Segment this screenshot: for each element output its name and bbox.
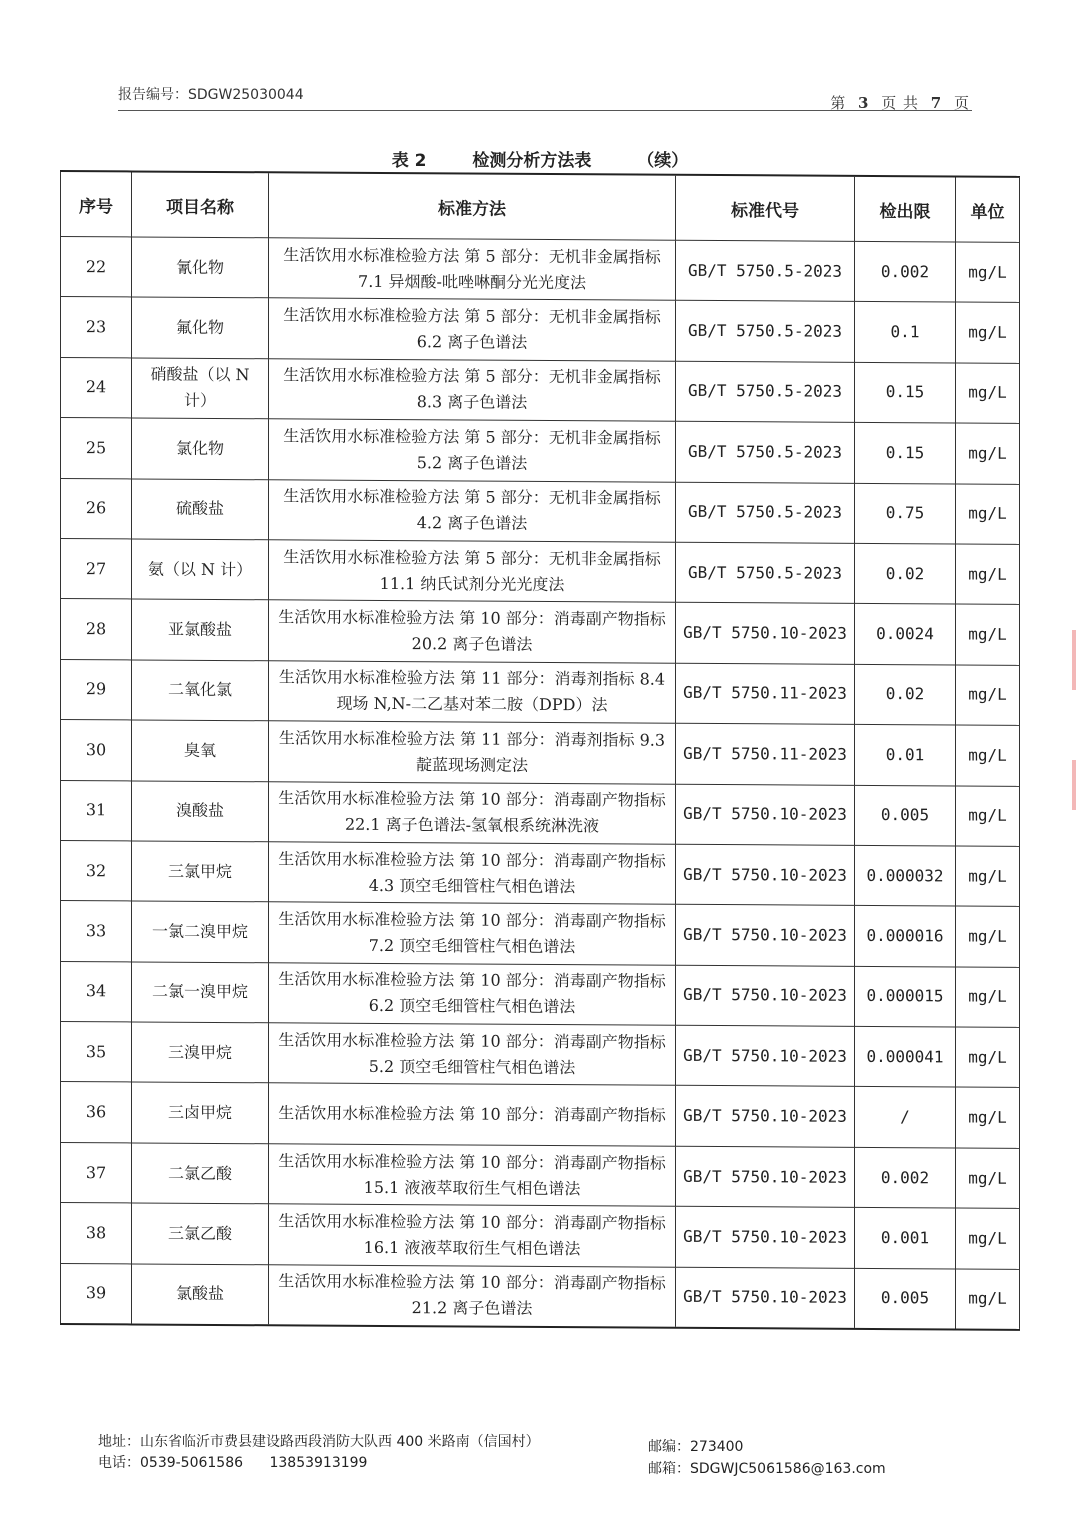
cell-limit: 0.01	[855, 724, 956, 785]
cell-limit: 0.15	[855, 362, 956, 423]
table-row	[61, 418, 1020, 484]
cell-limit: 0.1	[855, 302, 956, 363]
cell-limit: 0.001	[855, 1208, 956, 1269]
table-row	[61, 357, 1020, 423]
page-total: 7	[930, 94, 943, 112]
cell-unit: mg/L	[956, 1208, 1020, 1269]
cell-unit: mg/L	[956, 484, 1020, 545]
report-number: 报告编号：SDGW25030044	[118, 87, 304, 103]
cell-unit: mg/L	[956, 1148, 1020, 1209]
margin-stamp-mark	[1072, 760, 1076, 810]
cell-method: 生活饮用水标准检验方法 第 5 部分：无机非金属指标 5.2 离子色谱法	[269, 419, 676, 482]
cell-method: 生活饮用水标准检验方法 第 10 部分：消毒副产物指标 21.2 离子色谱法	[269, 1264, 676, 1327]
cell-name: 硝酸盐（以 N 计）	[132, 358, 269, 419]
cell-method: 生活饮用水标准检验方法 第 11 部分：消毒剂指标 8.4 现场 N,N-二乙基对苯二胺（DPD）法	[269, 661, 676, 724]
cell-no: 31	[61, 780, 132, 841]
cell-limit: 0.002	[855, 241, 956, 302]
cell-method: 生活饮用水标准检验方法 第 10 部分：消毒副产物指标 22.1 离子色谱法-氢氧根系统淋洗液	[269, 781, 676, 844]
cell-no: 36	[61, 1082, 132, 1143]
cell-unit: mg/L	[956, 1087, 1020, 1148]
col-header-name: 项目名称	[132, 171, 269, 237]
table-caption-continued: （续）	[637, 151, 689, 171]
cell-name: 二氯一溴甲烷	[132, 962, 269, 1023]
cell-code: GB/T 5750.10-2023	[676, 603, 855, 664]
cell-method: 生活饮用水标准检验方法 第 5 部分：无机非金属指标 6.2 离子色谱法	[269, 298, 676, 361]
table-caption	[0, 146, 1080, 171]
table-header-row	[61, 171, 1020, 242]
cell-unit: mg/L	[956, 785, 1020, 846]
cell-no: 28	[61, 599, 132, 660]
col-header-method: 标准方法	[269, 172, 676, 240]
cell-no: 32	[61, 840, 132, 901]
col-header-no: 序号	[61, 171, 132, 237]
cell-unit: mg/L	[956, 604, 1020, 665]
cell-no: 39	[61, 1263, 132, 1324]
cell-name: 臭氧	[132, 720, 269, 781]
footer-postal	[648, 1436, 886, 1480]
cell-no: 30	[61, 720, 132, 781]
col-header-limit: 检出限	[855, 176, 956, 242]
cell-unit: mg/L	[956, 906, 1020, 967]
page-suffix: 页	[953, 94, 970, 112]
cell-limit: /	[855, 1087, 956, 1148]
cell-no: 23	[61, 297, 132, 358]
cell-code: GB/T 5750.5-2023	[676, 361, 855, 422]
cell-code: GB/T 5750.5-2023	[676, 240, 855, 301]
cell-code: GB/T 5750.10-2023	[676, 784, 855, 845]
table-row	[61, 297, 1020, 363]
cell-code: GB/T 5750.11-2023	[676, 723, 855, 784]
cell-method: 生活饮用水标准检验方法 第 10 部分：消毒副产物指标 20.2 离子色谱法	[269, 600, 676, 663]
cell-unit: mg/L	[956, 242, 1020, 303]
cell-unit: mg/L	[956, 665, 1020, 726]
cell-limit: 0.005	[855, 1268, 956, 1330]
cell-no: 34	[61, 961, 132, 1022]
cell-no: 37	[61, 1142, 132, 1203]
cell-unit: mg/L	[956, 363, 1020, 424]
cell-limit: 0.02	[855, 664, 956, 725]
cell-method: 生活饮用水标准检验方法 第 5 部分：无机非金属指标 4.2 离子色谱法	[269, 479, 676, 542]
method-table	[60, 170, 1020, 1331]
cell-method: 生活饮用水标准检验方法 第 10 部分：消毒副产物指标	[269, 1083, 676, 1146]
cell-limit: 0.75	[855, 483, 956, 544]
cell-name: 亚氯酸盐	[132, 599, 269, 660]
cell-limit: 0.000015	[855, 966, 956, 1027]
cell-no: 33	[61, 901, 132, 962]
cell-name: 三溴甲烷	[132, 1022, 269, 1083]
table-row	[61, 840, 1020, 906]
page-current: 3	[857, 94, 870, 112]
cell-code: GB/T 5750.5-2023	[676, 301, 855, 362]
cell-name: 三氯乙酸	[132, 1203, 269, 1264]
table-row	[61, 961, 1020, 1027]
cell-unit: mg/L	[956, 302, 1020, 363]
table-row	[61, 237, 1020, 303]
footer-mobile: 13853913199	[269, 1455, 368, 1471]
cell-code: GB/T 5750.10-2023	[676, 1025, 855, 1086]
cell-no: 35	[61, 1022, 132, 1083]
footer-postcode: 邮编：273400	[648, 1439, 744, 1455]
cell-method: 生活饮用水标准检验方法 第 10 部分：消毒副产物指标 15.1 液液萃取衍生气相色谱法	[269, 1144, 676, 1207]
cell-limit: 0.02	[855, 543, 956, 604]
cell-method: 生活饮用水标准检验方法 第 10 部分：消毒副产物指标 7.2 顶空毛细管柱气相色谱法	[269, 902, 676, 965]
col-header-code: 标准代号	[676, 175, 855, 242]
table-row	[61, 599, 1020, 665]
cell-no: 22	[61, 237, 132, 298]
cell-code: GB/T 5750.10-2023	[676, 905, 855, 966]
footer-address: 地址：山东省临沂市费县建设路西段消防大队西 400 米路南（信国村）	[98, 1434, 540, 1450]
cell-code: GB/T 5750.11-2023	[676, 663, 855, 724]
cell-code: GB/T 5750.5-2023	[676, 421, 855, 482]
footer-phones	[98, 1453, 540, 1474]
cell-no: 26	[61, 478, 132, 539]
cell-no: 25	[61, 418, 132, 479]
table-row	[61, 478, 1020, 544]
table-body	[61, 237, 1020, 1330]
cell-unit: mg/L	[956, 423, 1020, 484]
cell-code: GB/T 5750.10-2023	[676, 1207, 855, 1268]
cell-limit: 0.005	[855, 785, 956, 846]
margin-stamp-mark	[1072, 630, 1076, 690]
page-mid: 页 共	[881, 94, 919, 112]
cell-limit: 0.0024	[855, 604, 956, 665]
page-prefix: 第	[830, 94, 847, 112]
cell-method: 生活饮用水标准检验方法 第 10 部分：消毒副产物指标 5.2 顶空毛细管柱气相色谱法	[269, 1023, 676, 1086]
cell-method: 生活饮用水标准检验方法 第 5 部分：无机非金属指标 7.1 异烟酸-吡唑啉酮分光光度法	[269, 238, 676, 301]
cell-code: GB/T 5750.10-2023	[676, 1146, 855, 1207]
cell-unit: mg/L	[956, 846, 1020, 907]
cell-method: 生活饮用水标准检验方法 第 10 部分：消毒副产物指标 16.1 液液萃取衍生气相色谱法	[269, 1204, 676, 1267]
cell-code: GB/T 5750.10-2023	[676, 1267, 855, 1329]
cell-name: 三卤甲烷	[132, 1082, 269, 1143]
cell-limit: 0.000041	[855, 1026, 956, 1087]
table-row	[61, 780, 1020, 846]
cell-code: GB/T 5750.10-2023	[676, 965, 855, 1026]
cell-no: 38	[61, 1203, 132, 1264]
cell-name: 三氯甲烷	[132, 841, 269, 902]
table-row	[61, 720, 1020, 786]
cell-code: GB/T 5750.10-2023	[676, 1086, 855, 1147]
cell-name: 氯酸盐	[132, 1264, 269, 1326]
cell-name: 氯化物	[132, 418, 269, 479]
table-row	[61, 1082, 1020, 1148]
cell-method: 生活饮用水标准检验方法 第 5 部分：无机非金属指标 8.3 离子色谱法	[269, 359, 676, 422]
cell-name: 硫酸盐	[132, 478, 269, 539]
table-row	[61, 538, 1020, 604]
cell-unit: mg/L	[956, 1027, 1020, 1088]
cell-name: 氟化物	[132, 297, 269, 358]
cell-method: 生活饮用水标准检验方法 第 10 部分：消毒副产物指标 6.2 顶空毛细管柱气相色谱法	[269, 962, 676, 1025]
table-row	[61, 901, 1020, 967]
cell-code: GB/T 5750.5-2023	[676, 542, 855, 603]
cell-code: GB/T 5750.5-2023	[676, 482, 855, 543]
cell-no: 24	[61, 357, 132, 418]
header-divider	[118, 110, 972, 111]
cell-name: 一氯二溴甲烷	[132, 901, 269, 962]
cell-limit: 0.000032	[855, 845, 956, 906]
footer-email: 邮箱：SDGWJC5061586@163.com	[648, 1461, 886, 1477]
cell-limit: 0.002	[855, 1147, 956, 1208]
cell-limit: 0.15	[855, 423, 956, 484]
cell-no: 27	[61, 538, 132, 599]
table-caption-title: 检测分析方法表	[472, 151, 592, 171]
cell-unit: mg/L	[956, 544, 1020, 605]
cell-method: 生活饮用水标准检验方法 第 11 部分：消毒剂指标 9.3 靛蓝现场测定法	[269, 721, 676, 784]
cell-name: 氨（以 N 计）	[132, 539, 269, 600]
table-row	[61, 1142, 1020, 1208]
cell-name: 氰化物	[132, 237, 269, 298]
cell-limit: 0.000016	[855, 906, 956, 967]
cell-code: GB/T 5750.10-2023	[676, 844, 855, 905]
cell-method: 生活饮用水标准检验方法 第 10 部分：消毒副产物指标 4.3 顶空毛细管柱气相色谱法	[269, 842, 676, 905]
cell-unit: mg/L	[956, 725, 1020, 786]
table-row	[61, 659, 1020, 725]
col-header-unit: 单位	[956, 176, 1020, 242]
cell-method: 生活饮用水标准检验方法 第 5 部分：无机非金属指标 11.1 纳氏试剂分光光度法	[269, 540, 676, 603]
table-row	[61, 1263, 1020, 1330]
table-row	[61, 1022, 1020, 1088]
cell-name: 溴酸盐	[132, 780, 269, 841]
footer-phone: 电话：0539-5061586	[98, 1455, 244, 1471]
table-row	[61, 1203, 1020, 1269]
cell-unit: mg/L	[956, 967, 1020, 1028]
table-caption-number: 表 2	[391, 151, 427, 171]
footer-contact	[98, 1432, 540, 1474]
cell-no: 29	[61, 659, 132, 720]
cell-unit: mg/L	[956, 1269, 1020, 1330]
cell-name: 二氯乙酸	[132, 1143, 269, 1204]
cell-name: 二氧化氯	[132, 660, 269, 721]
